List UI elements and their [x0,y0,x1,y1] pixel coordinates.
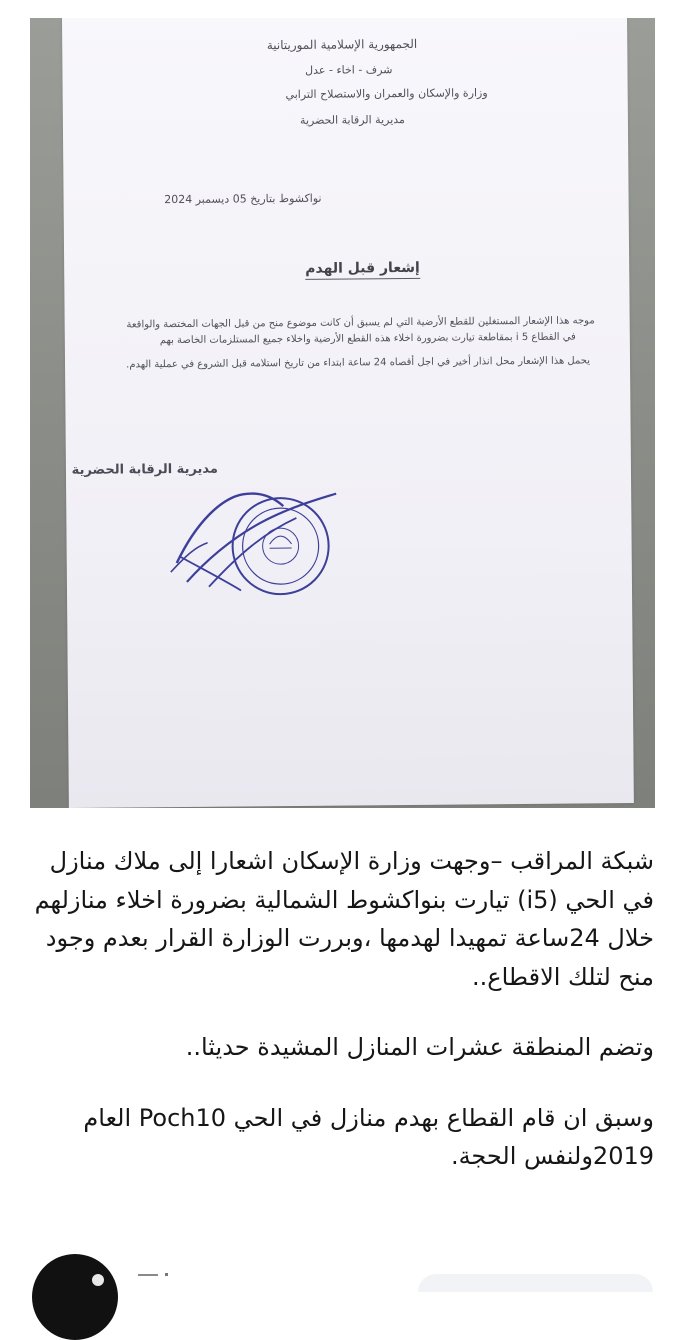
document-paragraph-3: يحمل هذا الإشعار محل انذار أخير في اجل أقصاه 24 ساعة ابتداء من تاريخ استلامه قبل الشروع في عملية الهدم. [126,355,591,371]
document-header-line-2: شرف - اخاء - عدل [305,63,393,77]
document-paragraph-1: موجه هذا الإشعار المستغلين للقطع الأرضية التي لم يسبق أن كانت موضوع منح من قبل الجهات المختصة والواقعة [126,315,595,331]
avatar[interactable] [32,1254,118,1340]
article-body [24,842,654,1208]
stamp-label: مديرية الرقابة الحضرية [71,461,219,478]
document-title: إشعار قبل الهدم [305,260,420,280]
document-header-line-1: الجمهورية الإسلامية الموريتانية [266,36,418,53]
official-stamp-icon [158,475,359,617]
stamp-and-signature [158,475,359,617]
comment-input-placeholder[interactable] [418,1274,653,1292]
toolbar-dot-icon [165,1273,168,1276]
notice-paper [62,18,634,808]
article-paragraph-3: وسبق ان قام القطاع بهدم منازل في الحي Poch10 العام 2019ولنفس الحجة. [83,1103,654,1170]
document-header-line-3: وزارة والإسكان والعمران والاستصلاح الترابي [285,86,488,102]
notice-photo[interactable] [30,18,655,808]
article-paragraph-1: شبكة المراقب –وجهت وزارة الإسكان اشعارا إلى ملاك منازل في الحي (i5) تيارت بنواكشوط الشمالية بضرورة اخلاء منازلهم خلال 24ساعة تمهيدا لهدمها ،وبررت الوزارة القرار بعدم وجود منح لتلك الاقطاع.. [34,847,654,991]
document-paragraph-2: في القطاع 5 i بمقاطعة تيارت بضرورة اخلاء هذه القطع الأرضية واخلاء جميع المستلزمات الخاصة بهم [159,331,576,347]
document-header-line-4: مديرية الرقابة الحضرية [299,113,405,127]
article-paragraph-2: وتضم المنطقة عشرات المنازل المشيدة حديثا.. [185,1033,654,1061]
toolbar-divider [138,1274,158,1276]
avatar-indicator-icon [92,1274,104,1286]
bottom-toolbar [0,1240,681,1280]
document-date-line: نواكشوط بتاريخ 05 ديسمبر 2024 [164,191,322,207]
